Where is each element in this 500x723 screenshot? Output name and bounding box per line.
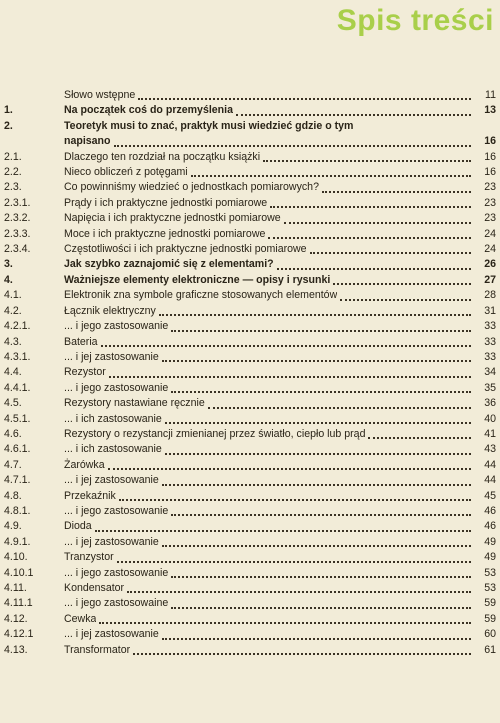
toc-entry [4,88,496,103]
toc-entry-number: 3. [4,258,13,271]
toc-entry [4,612,496,627]
toc-entry-number: 1. [4,104,13,117]
toc-entry-title-wrap [64,288,474,303]
dot-leader [109,376,471,378]
toc-entry-title-wrap [64,550,474,565]
toc-entry-title: ... i jego zastosowanie [64,566,169,579]
toc-entry-title-wrap [64,211,474,226]
toc-entry-number: 2.3.3. [4,227,31,240]
toc-entry-title-wrap [64,365,474,380]
toc-entry [4,350,496,365]
toc-entry-title-wrap [64,165,474,180]
toc-entry-title: Cewka [64,612,97,625]
dot-leader [119,499,471,501]
dot-leader [162,484,471,486]
toc-entry-title: Słowo wstępne [64,89,136,101]
toc-entry-title-wrap [64,150,474,165]
toc-entry-number: 4.4. [4,366,22,379]
toc-entry-page-number: 60 [484,628,496,641]
toc-entry-title: ... i jej zastosowanie [64,535,159,548]
toc-entry-number: 2.3.1. [4,196,31,209]
toc-entry-title-wrap [64,566,474,581]
toc-entry [4,211,496,226]
toc-entry-number: 4.9.1. [4,535,31,548]
toc-entry [4,427,496,442]
toc-entry-page-number: 26 [484,258,496,271]
toc-entry-number: 4.13. [4,643,28,656]
dot-leader [162,638,471,640]
toc-entry-title-wrap [64,612,474,627]
toc-entry [4,165,496,180]
toc-entry-title-wrap [64,473,474,488]
toc-entry-number: 2.3.4. [4,243,31,256]
toc-entry-title: Dlaczego ten rozdział na początku książki [64,150,261,163]
toc-entry-page-number: 13 [484,104,496,117]
toc-entry-number: 4.9. [4,520,22,533]
toc-entry [4,180,496,195]
dot-leader [127,591,471,593]
toc-entry-page-number: 24 [484,243,496,256]
toc-entry-title: Nieco obliczeń z potęgami [64,166,188,179]
dot-leader [162,545,471,547]
toc-entry-page-number: 49 [484,535,496,548]
toc-entry [4,196,496,211]
toc-entry [4,489,496,504]
toc-entry-title: Rezystor [64,366,106,379]
toc-entry-page-number: 53 [484,582,496,594]
toc-entry-title-wrap [64,427,474,442]
toc-entry [4,643,496,658]
toc-entry-page-number: 28 [484,289,496,302]
toc-entry [4,566,496,581]
dot-leader [165,453,471,455]
toc-entry-page-number: 27 [484,273,496,286]
toc-entry [4,150,496,165]
toc-entry-page-number: 31 [484,304,496,317]
toc-entry-title-wrap [64,596,474,611]
toc-entry-title-wrap [64,119,474,150]
toc-entry-title: Ważniejsze elementy elektroniczne — opisy i rysunki [64,273,331,286]
toc-entry-page-number: 16 [484,135,496,148]
toc-entry-page-number: 33 [484,320,496,333]
toc-entry-page-number: 40 [484,412,496,425]
toc-entry-number: 2.3.2. [4,212,31,225]
toc-entry [4,627,496,642]
toc-entry-number: 4. [4,273,13,286]
toc-entry-page-number: 23 [484,196,496,209]
toc-entry [4,473,496,488]
toc-entry-page-number: 46 [484,520,496,533]
toc-entry-number: 4.11.1 [4,597,33,610]
dot-leader [368,437,471,439]
toc-entry [4,119,496,150]
toc-entry-title: ... i jego zastosowanie [64,381,169,394]
toc-entry-title: Bateria [64,335,98,348]
toc-entry-page-number: 41 [484,427,496,440]
toc-entry-number: 4.2. [4,304,22,317]
dot-leader [340,299,471,301]
toc-entry-title-wrap [64,180,474,195]
toc-entry-number: 4.5.1. [4,412,31,425]
toc-entry-title: Elektronik zna symbole graficzne stosowanych elementów [64,289,338,302]
toc-entry [4,442,496,457]
toc-entry-title: Dioda [64,520,92,533]
dot-leader [208,407,471,409]
toc-entry-page-number: 23 [484,181,496,194]
toc-entry-title-wrap [64,319,474,334]
toc-entry [4,535,496,550]
dot-leader [114,145,471,147]
page-title: Spis treści [336,4,494,37]
dot-leader [159,314,471,316]
toc-entry-page-number: 24 [484,227,496,240]
toc-entry-title-wrap [64,412,474,427]
toc-entry [4,581,496,596]
toc-entry-title-continued: napisano [64,135,111,148]
toc-entry-title: Częstotliwości i ich praktyczne jednostki pomiarowe [64,243,307,256]
toc-entry-page-number: 35 [484,381,496,394]
toc-entry-page-number: 43 [484,443,496,456]
toc-entry-number: 4.12. [4,612,28,625]
toc-entry-title: Co powinniśmy wiedzieć o jednostkach pomiarowych? [64,181,319,194]
dot-leader [162,360,471,362]
dot-leader [117,561,471,563]
toc-entry-title-wrap [64,643,474,658]
toc-entry-title-wrap [64,458,474,473]
toc-entry [4,365,496,380]
toc-entry-title-wrap [64,489,474,504]
toc-entry-page-number: 59 [484,612,496,625]
toc-entry [4,242,496,257]
toc-entry-title: ... i ich zastosowanie [64,412,162,425]
toc-entry-page-number: 34 [484,366,496,379]
toc-entry-title: Tranzystor [64,551,114,564]
toc-entry-title: ... i jej zastosowanie [64,350,159,363]
toc-entry [4,103,496,118]
toc-entry [4,396,496,411]
toc-entry-title: Kondensator [64,582,125,594]
toc-entry-number: 2.2. [4,166,22,179]
toc-entry-title-wrap [64,304,474,319]
dot-leader [108,468,471,470]
toc-entry-number: 4.10. [4,551,28,564]
toc-entry-title-wrap [64,442,474,457]
toc-entry-number: 2. [4,119,13,132]
toc-entry-title: Jak szybko zaznajomić się z elementami? [64,258,274,271]
toc-entry-page-number: 23 [484,212,496,225]
toc-entry-page-number: 53 [484,566,496,579]
toc-entry-number: 2.3. [4,181,22,194]
toc-entry [4,304,496,319]
dot-leader [165,422,471,424]
toc-entry-number: 2.1. [4,150,22,163]
dot-leader [171,576,471,578]
toc-entry-title: Przekaźnik [64,489,116,502]
toc-entry-title: Transformator [64,643,131,656]
toc-entry-title-wrap [64,273,474,288]
toc-entry-page-number: 44 [484,474,496,487]
toc-entry-number: 4.3. [4,335,22,348]
toc-entry-title-line2 [64,134,474,149]
dot-leader [277,268,471,270]
toc-entry-title-wrap [64,627,474,642]
toc-entry-title: Żarówka [64,458,105,471]
dot-leader [263,160,471,162]
toc-entry-title: Moce i ich praktyczne jednostki pomiarowe [64,227,266,240]
toc-entry-title-wrap [64,335,474,350]
toc-entry-page-number: 46 [484,504,496,517]
toc-entry [4,519,496,534]
dot-leader [270,206,471,208]
dot-leader [191,175,471,177]
toc-entry-page-number: 16 [484,150,496,163]
toc-entry-number: 4.11. [4,582,27,594]
toc-entry [4,273,496,288]
toc-entry-title-wrap [64,257,474,272]
dot-leader [333,283,471,285]
toc-entry-page-number: 61 [484,643,496,656]
toc-entry-title: Teoretyk musi to znać, praktyk musi wiedzieć gdzie o tym [64,119,354,132]
toc-entry-number: 4.8. [4,489,22,502]
dot-leader [101,345,471,347]
toc-entry-title-wrap [64,581,474,596]
toc-entry-page-number: 33 [484,335,496,348]
toc-entry-number: 4.10.1 [4,566,34,579]
toc-entry-title-wrap [64,519,474,534]
toc-entry-title: Napięcia i ich praktyczne jednostki pomiarowe [64,212,281,225]
toc-entry-number: 4.7. [4,458,22,471]
toc-entry [4,381,496,396]
dot-leader [95,530,471,532]
toc-entry [4,335,496,350]
dot-leader [236,114,471,116]
toc-entry-title: ... i ich zastosowanie [64,443,162,456]
dot-leader [284,222,471,224]
toc-entry-page-number: 33 [484,350,496,363]
toc-entry-title: ... i jego zastosowanie [64,504,169,517]
dot-leader [268,237,471,239]
dot-leader [99,622,471,624]
toc-entry [4,412,496,427]
toc-entry-title: Rezystory o rezystancji zmienianej przez światło, ciepło lub prąd [64,427,366,440]
toc-entry-title: ... i jej zastosowanie [64,474,159,487]
toc-entry-title-wrap [64,242,474,257]
toc-entry [4,227,496,242]
toc-entry-title-wrap [64,504,474,519]
toc-entry [4,458,496,473]
toc-entry-title: ... i jego zastosowaine [64,597,169,610]
toc-entry-title-wrap [64,396,474,411]
toc-entry-title-wrap [64,88,474,103]
toc-entry-number: 4.4.1. [4,381,31,394]
toc-entry-title-wrap [64,535,474,550]
dot-leader [322,191,471,193]
toc-entry-page-number: 59 [484,597,496,610]
toc-entry [4,550,496,565]
toc-entry-page-number: 44 [484,458,496,471]
toc-entry [4,288,496,303]
toc-entry [4,504,496,519]
toc-entry-number: 4.7.1. [4,474,31,487]
toc-entry-title-wrap [64,103,474,118]
toc-entry-number: 4.1. [4,289,22,302]
toc-entry-title: Prądy i ich praktyczne jednostki pomiarowe [64,196,268,209]
toc-entry [4,596,496,611]
toc-entry-number: 4.6. [4,427,22,440]
dot-leader [171,514,471,516]
table-of-contents [4,88,496,658]
toc-entry-title-wrap [64,227,474,242]
toc-entry-number: 4.8.1. [4,504,31,517]
toc-entry-page-number: 49 [484,551,496,564]
toc-entry [4,257,496,272]
toc-entry-title: Na początek coś do przemyślenia [64,104,233,117]
toc-entry-page-number: 45 [484,489,496,502]
toc-entry-number: 4.6.1. [4,443,31,456]
toc-entry-title: Rezystory nastawiane ręcznie [64,397,205,410]
toc-entry-title: Łącznik elektryczny [64,304,156,317]
toc-entry-number: 4.5. [4,397,22,410]
toc-entry [4,319,496,334]
toc-entry-page-number: 11 [485,89,496,101]
dot-leader [171,391,471,393]
toc-entry-number: 4.2.1. [4,320,31,333]
dot-leader [171,607,471,609]
toc-entry-number: 4.12.1 [4,628,34,641]
toc-entry-title: ... i jego zastosowanie [64,320,169,333]
toc-entry-title-wrap [64,381,474,396]
toc-entry-number: 4.3.1. [4,350,31,363]
dot-leader [133,653,471,655]
toc-entry-page-number: 36 [484,397,496,410]
dot-leader [171,330,471,332]
dot-leader [138,98,471,100]
toc-entry-title-wrap [64,196,474,211]
toc-entry-title: ... i jej zastosowanie [64,628,159,641]
dot-leader [310,252,471,254]
toc-entry-page-number: 16 [484,166,496,179]
toc-entry-title-wrap [64,350,474,365]
